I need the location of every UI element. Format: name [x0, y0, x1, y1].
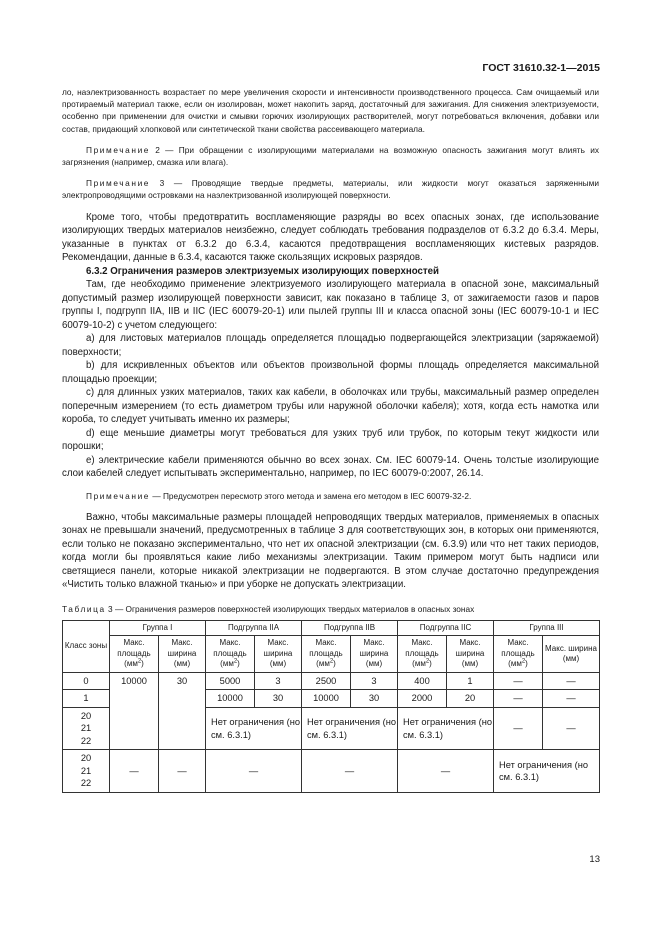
header-max-area: Макс. площадь $(мм^2)$	[206, 636, 255, 673]
paragraph-requirements: Кроме того, чтобы предотвратить воспламеняющие разряды во всех опасных зонах, где использование изолирующих твердых материалов неизбежно, следует соблюдать требования подразделов от 6.3.2 до 6.3.4. Меры, указанные в пунктах от 6.3.2 до 6.3.4, касаются предотвращения воспламеняющих кистевых разрядов. Рекомендации, данные в 6.3.4, касаются также скользящих искровых разрядов.	[62, 211, 599, 264]
paragraph-important: Важно, чтобы максимальные размеры площадей непроводящих твердых материалов, применяемых в опасных зонах не превышали значений, предусмотренных в таблице 3 для соответствующих зон, в которых они применяются, если только не показано экспериментально, что нет их опасной электризации (см. 6.3.9) или что нет таких периодов, когда могли бы проявляться какие либо механизмы электризации. Таким примером могут быть надписи или светящиеся панели, которые никакой электризации не подвергаются. В этом случае достаточно предупреждения «Чистить только влажной тканью» и при уборке не допускать электризации.	[62, 511, 599, 591]
iia-no-limit-cell: Нет ограничения (но см. 6.3.1)	[206, 707, 302, 750]
zone-cell: 0	[63, 672, 110, 690]
list-item-c: с) для длинных узких материалов, таких как кабели, в оболочках или трубы, максимальный размер определен поперечным измерением (то есть диаметром трубы или наружной оболочки кабеля); хотя, когда есть намотка или короба, то следует учитывать именно их размеры;	[62, 387, 599, 426]
table-header-row	[63, 620, 600, 636]
iia-area-cell: 5000	[206, 672, 255, 690]
zone-cell: 20 21 22	[63, 750, 110, 793]
list-item-b: b) для искривленных объектов или объектов произвольной формы площадь определяется максимальной площадью проекции;	[62, 360, 599, 385]
iia-area-cell: 10000	[206, 690, 255, 708]
header-max-area: Макс. площадь $(мм^2)$	[398, 636, 447, 673]
iib-width-cell: 30	[351, 690, 398, 708]
iic-width-cell: 1	[447, 672, 494, 690]
paragraph-continuation: ло, наэлектризованность возрастает по мере увеличения скорости и интенсивности производственного процесса. Сам очищаемый или протираемый материал также, если он изолирован, может накопить заряд, достаточный для зажигания. Для снижения электризуемости, особенно при применении для очистки и смывки горючих изолирующих растворителей, могут потребоваться включения, добавки или состав, придающий хлопковой или синтетической ткани свойства рассеивающего материала.	[62, 87, 599, 134]
iic-no-limit-cell: Нет ограничения (но см. 6.3.1)	[398, 707, 494, 750]
note-text: 2 — При обращении с изолирующими материалами на возможную опасность зажигания могут влиять их загрязнения (например, смазка или влага).	[62, 144, 599, 168]
iii-width-cell: —	[543, 690, 600, 708]
header-max-area: Макс. площадь $(мм^2)$	[494, 636, 543, 673]
header-group-3: Группа III	[494, 620, 600, 636]
iib-cell: —	[302, 750, 398, 793]
note-label: Примечание	[86, 490, 151, 501]
note-2	[62, 144, 599, 168]
header-max-area: Макс. площадь $(мм^2)$	[110, 636, 159, 673]
table-subheader-row	[63, 636, 600, 673]
note-label: Примечание	[86, 144, 151, 155]
header-max-width: Макс. ширина (мм)	[159, 636, 206, 673]
standard-number: ГОСТ 31610.32-1—2015	[482, 62, 600, 74]
header-max-width: Макс. ширина (мм)	[255, 636, 302, 673]
group1-width-cell: —	[159, 750, 206, 793]
header-max-width: Макс. ширина (мм)	[351, 636, 398, 673]
paragraph-max-size: Там, где необходимо применение электризуемого изолирующего материала в опасной зоне, максимальный допустимый размер изолирующей поверхности зависит, как показано в таблице 3, от зажигаемости газов и паров группы I, подгрупп IIA, IIB и IIC (IEC 60079-20-1) или пылей группы III и класса опасной зоны (IEC 60079-10-1 и IEC 60079-10-2) с учетом следующего:	[62, 279, 599, 331]
iic-width-cell: 20	[447, 690, 494, 708]
iia-width-cell: 30	[255, 690, 302, 708]
limits-table	[62, 620, 600, 793]
iii-no-limit-cell: Нет ограничения (но см. 6.3.1)	[494, 750, 600, 793]
iib-no-limit-cell: Нет ограничения (но см. 6.3.1)	[302, 707, 398, 750]
header-max-width: Макс. ширина (мм)	[543, 636, 600, 673]
header-subgroup-iib: Подгруппа IIB	[302, 620, 398, 636]
iii-area-cell: —	[494, 690, 543, 708]
iia-width-cell: 3	[255, 672, 302, 690]
iib-area-cell: 2500	[302, 672, 351, 690]
note-label: Примечание	[86, 178, 151, 189]
page-number: 13	[589, 854, 600, 865]
table-caption	[62, 604, 599, 614]
caption-text: 3 — Ограничения размеров поверхностей изолирующих твердых материалов в опасных зонах	[105, 603, 475, 614]
page-content	[62, 86, 599, 793]
note-3	[62, 177, 599, 201]
group1-width-cell: 30	[159, 672, 206, 750]
iii-width-cell: —	[543, 672, 600, 690]
group1-area-cell: —	[110, 750, 159, 793]
zone-cell: 20 21 22	[63, 707, 110, 750]
zone-cell: 1	[63, 690, 110, 708]
header-subgroup-iic: Подгруппа IIC	[398, 620, 494, 636]
header-subgroup-iia: Подгруппа IIA	[206, 620, 302, 636]
list-item-a: а) для листовых материалов площадь определяется площадью подвергающейся электризации (заряжаемой) поверхности;	[62, 333, 599, 358]
iib-width-cell: 3	[351, 672, 398, 690]
header-max-width: Макс. ширина (мм)	[447, 636, 494, 673]
note-4	[62, 490, 599, 502]
iic-area-cell: 400	[398, 672, 447, 690]
list-item-e: е) электрические кабели применяются обычно во всех зонах. См. IEC 60079-14. Очень толстые изолирующие слои кабелей следует испытывать экспериментально, например, по IEC 60079-0:2007, 26.14.	[62, 454, 599, 480]
note-text: — Предусмотрен пересмотр этого метода и замена его методом в IEC 60079-32-2.	[150, 490, 472, 501]
iii-width-cell: —	[543, 707, 600, 750]
list-item-d: d) еще меньшие диаметры могут требоваться для узких труб или трубок, по которым текут жидкости или порошки;	[62, 427, 599, 453]
table-row	[63, 750, 600, 793]
iic-cell: —	[398, 750, 494, 793]
header-group-1: Группа I	[110, 620, 206, 636]
iia-cell: —	[206, 750, 302, 793]
group1-area-cell: 10000	[110, 672, 159, 750]
iii-area-cell: —	[494, 707, 543, 750]
iic-area-cell: 2000	[398, 690, 447, 708]
caption-label: Таблица	[62, 603, 106, 614]
section-heading: 6.3.2 Ограничения размеров электризуемых изолирующих поверхностей	[86, 265, 439, 277]
iii-area-cell: —	[494, 672, 543, 690]
iib-area-cell: 10000	[302, 690, 351, 708]
note-text: 3 — Проводящие твердые предметы, материалы, или жидкости могут оказаться заряженными электропроводящими островками на наэлектризованной изолирующей поверхности.	[62, 178, 599, 201]
header-zone-class: Класс зоны	[63, 620, 110, 672]
header-max-area: Макс. площадь $(мм^2)$	[302, 636, 351, 673]
table-row	[63, 672, 600, 690]
